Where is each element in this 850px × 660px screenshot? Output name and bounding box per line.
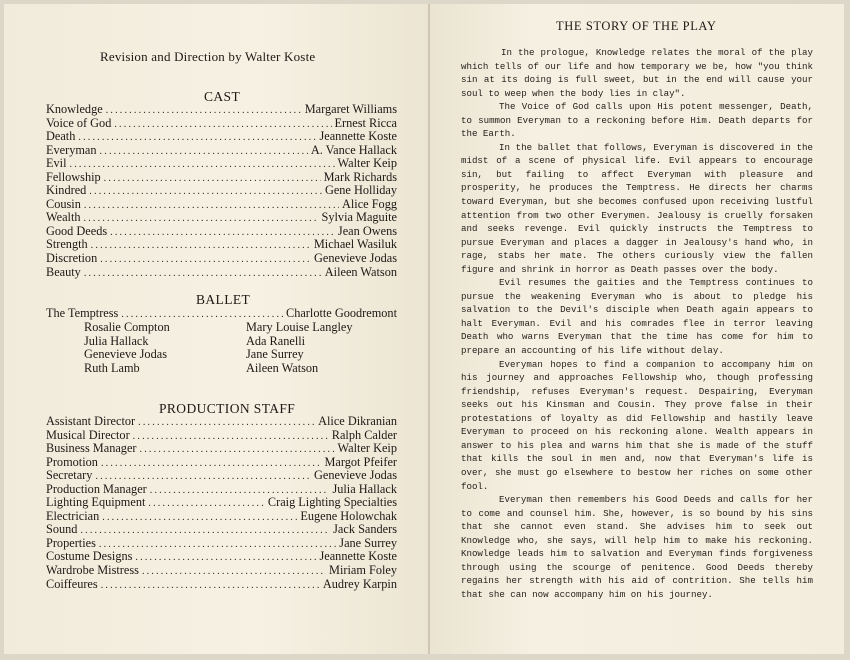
cast-row (46, 225, 397, 239)
actor: Alice Fogg (342, 196, 397, 211)
cast-list (46, 103, 397, 279)
cast-row (46, 211, 397, 225)
cast-row (46, 171, 397, 185)
staff-row (46, 415, 397, 429)
cast-row (46, 238, 397, 252)
dancer: Charlotte Goodremont (286, 306, 397, 320)
person: Alice Dikranian (318, 414, 397, 428)
dancer-row (84, 335, 384, 349)
person: Walter Keip (337, 441, 397, 456)
staff-row (46, 523, 397, 537)
role: Costume Designs (46, 549, 133, 564)
ballet-lead (46, 307, 397, 321)
story-paragraph: Everyman hopes to find a companion to accompany him on his journey and approaches Fellowship who, though professing friendship, refuses Everyman's request. Despairing, Everyman seeks out his Kinsman and Cousin. They prove false in their protestations of loyalty as did Fellowship and hastily leave Everyman to proceed on his reckoning alone. Wealth appears in answer to his plea and warns him that she is made of the stuff that kills the soul in men and, now that Everyman's life is over, she must go elsewhere to bestow her riches on some other fool. (461, 358, 813, 492)
actor: Ernest Ricca (334, 115, 397, 130)
actor: A. Vance Hallack (310, 142, 397, 157)
staff-row (46, 537, 397, 551)
role: Everyman (46, 142, 97, 157)
cast-row (46, 117, 397, 131)
story-paragraph: In the prologue, Knowledge relates the moral of the play which tells of our life and how temporary we be, how "you think sin at its doing is full sweet, but in the end will cause your soul to weep when the body lies in clay". (461, 47, 813, 99)
dancer: Aileen Watson (246, 360, 319, 375)
dancer: Julia Hallack (84, 333, 149, 348)
staff-row (46, 496, 397, 510)
role: Production Manager (46, 481, 147, 496)
person: Ralph Calder (331, 427, 397, 442)
role: Properties (46, 535, 96, 550)
role: Electrician (46, 508, 100, 523)
person: Eugene Holowchak (300, 508, 397, 523)
person: Craig Lighting Specialties (267, 495, 397, 510)
cast-row (46, 130, 397, 144)
role: Discretion (46, 251, 98, 266)
role: Voice of God (46, 115, 112, 130)
role: Death (46, 129, 76, 144)
story-paragraph: The Voice of God calls upon His potent messenger, Death, to summon Everyman to a reckoning before Him. Death departs for the Earth. (461, 101, 813, 140)
actor: Jeannette Koste (319, 129, 397, 144)
role: Sound (46, 522, 78, 537)
actor: Jean Owens (337, 223, 397, 238)
cast-row (46, 103, 397, 117)
role: Good Deeds (46, 223, 108, 238)
story-heading: THE STORY OF THE PLAY (556, 19, 717, 33)
role: Promotion (46, 454, 98, 469)
person: Audrey Karpin (322, 576, 397, 591)
role: Strength (46, 237, 88, 252)
role: Evil (46, 156, 67, 171)
cast-row (46, 144, 397, 158)
cast-row (46, 157, 397, 171)
cast-heading: CAST (204, 89, 241, 104)
role: Wardrobe Mistress (46, 563, 139, 578)
person: Jane Surrey (339, 535, 397, 550)
role: Kindred (46, 183, 87, 198)
person: Genevieve Jodas (314, 468, 397, 483)
actor: Mark Richards (323, 169, 397, 184)
staff-heading: PRODUCTION STAFF (159, 401, 296, 416)
cast-row (46, 266, 397, 280)
staff-list (46, 415, 397, 591)
role: Secretary (46, 468, 93, 483)
staff-row (46, 469, 397, 483)
cast-row (46, 198, 397, 212)
person: Margot Pfeifer (324, 454, 397, 469)
dancer: Ada Ranelli (246, 333, 306, 348)
dancer-row (84, 348, 384, 362)
dancer: Rosalie Compton (84, 320, 170, 334)
actor: Michael Wasiluk (313, 237, 397, 252)
dancer: Ruth Lamb (84, 360, 140, 375)
dancer: Jane Surrey (246, 347, 304, 362)
actor: Margaret Williams (304, 102, 397, 116)
actor: Gene Holliday (324, 183, 397, 198)
staff-row (46, 550, 397, 564)
staff-row (46, 442, 397, 456)
actor: Walter Keip (337, 156, 397, 171)
role: Beauty (46, 264, 81, 279)
staff-row (46, 564, 397, 578)
story-text (461, 46, 813, 601)
role: Business Manager (46, 441, 137, 456)
actor: Genevieve Jodas (314, 251, 397, 266)
dancer: Mary Louise Langley (246, 320, 353, 334)
person: Jeannette Koste (319, 549, 397, 564)
dancer: Genevieve Jodas (84, 347, 167, 362)
dancer-row (84, 321, 384, 335)
role: Musical Director (46, 427, 130, 442)
role: Assistant Director (46, 414, 136, 428)
staff-row (46, 483, 397, 497)
role: Fellowship (46, 169, 101, 184)
actor: Aileen Watson (324, 264, 397, 279)
role: Cousin (46, 196, 81, 211)
cast-row (46, 184, 397, 198)
ballet-dancers (84, 321, 384, 375)
staff-row (46, 578, 397, 592)
person: Julia Hallack (332, 481, 397, 496)
staff-row (46, 429, 397, 443)
staff-row (46, 456, 397, 470)
person: Jack Sanders (333, 522, 397, 537)
role: Coiffeures (46, 576, 98, 591)
person: Miriam Foley (329, 563, 397, 578)
role: Knowledge (46, 102, 103, 116)
story-paragraph: Evil resumes the gaities and the Temptress continues to pursue the weakening Everyman who is about to pledge his salvation to the Devil's disciple when Death again appears to halt Everyman. Evil and his comrades flee in terror leaving Death who warns Everyman that the time has come for him to prepare an accounting of his life without delay. (461, 277, 813, 357)
story-paragraph: Everyman then remembers his Good Deeds and calls for her to come and counsel him. She, however, is so bound by his sins that she cannot even stand. She advises him to seek out Knowledge who, she says, will help him to make his reckoning. Knowledge leads him to salvation and Everyman finds forgiveness through using the scourge of penitence. Good Deeds thereby regains her strength with his aid of contrition. She tells him that she can now accompany him on his journey. (461, 494, 813, 600)
role: The Temptress (46, 306, 119, 320)
role: Wealth (46, 210, 81, 225)
actor: Sylvia Maguite (321, 210, 397, 225)
dancer-row (84, 362, 384, 376)
ballet-heading: BALLET (196, 292, 251, 307)
story-paragraph: In the ballet that follows, Everyman is discovered in the midst of a scene of physical life. Evil appears to encourage sin, but failing to affect Everyman with pleasure and prosperity, he produces the Temptress. He directs her charms toward Everyman, but she becomes confused upon receiving lustful attention from two other Everymen. Jealousy is cruelly forsaken and seeks revenge. Evil quickly instructs the Temptress to pursue Everyman and places a dagger in Jealousy's hand who, in rage, stabs her mate. The others curiously view the fallen figure and shrink in horror as Death passes over the body. (461, 141, 813, 275)
staff-row (46, 510, 397, 524)
role: Lighting Equipment (46, 495, 146, 510)
cast-row (46, 252, 397, 266)
direction-credit: Revision and Direction by Walter Koste (100, 49, 316, 64)
